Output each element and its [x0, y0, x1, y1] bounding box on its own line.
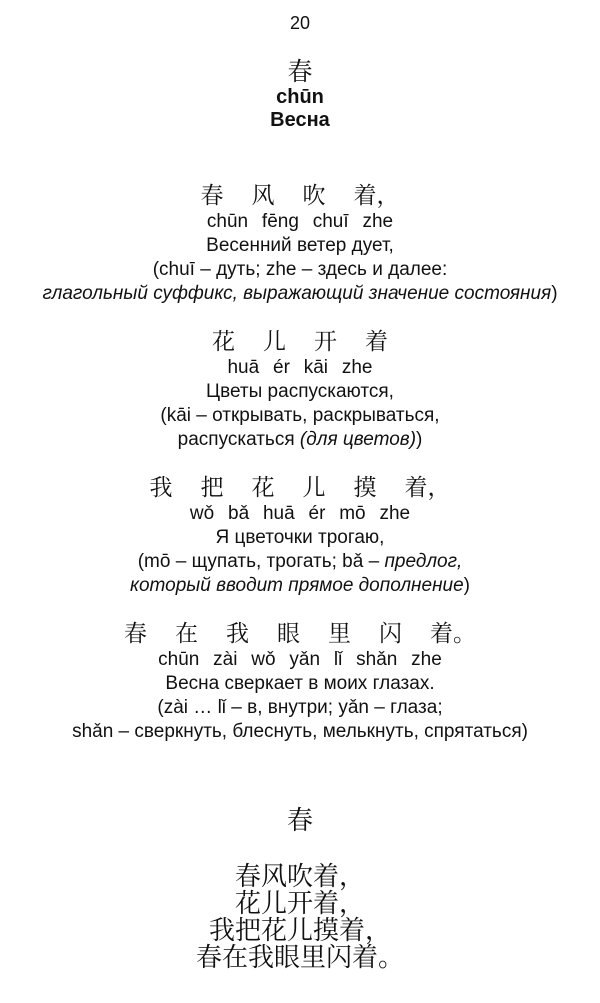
stanza-hanzi: 春 风 吹 着， [200, 183, 400, 209]
full-poem-title-hanzi: 春 [286, 806, 313, 836]
stanza-4 [0, 620, 600, 744]
stanza-note-line: глагольный суффикс, выражающий значение состояния) [42, 283, 558, 304]
stanza-translation: Цветы распускаются, [206, 381, 394, 402]
stanza-pinyin: chūn fēng chuī zhe [206, 211, 394, 232]
page-number: 20 [289, 13, 311, 33]
stanza-pinyin: chūn zài wǒ yǎn lǐ shǎn zhe [158, 649, 442, 670]
stanza-note-line: (kāi – открывать, раскрываться, [160, 405, 440, 426]
stanza-1 [0, 182, 600, 306]
stanza-hanzi: 花 儿 开 着 [211, 329, 389, 355]
stanza-note-line: shǎn – сверкнуть, блеснуть, мелькнуть, спрятаться) [72, 721, 528, 742]
stanza-pinyin: huā ér kāi zhe [227, 357, 373, 378]
stanza-translation: Весенний ветер дует, [206, 235, 394, 256]
stanza-translation: Я цветочки трогаю, [215, 527, 385, 548]
stanza-translation: Весна сверкает в моих глазах. [165, 673, 435, 694]
stanza-list [0, 182, 600, 744]
stanza-2 [0, 328, 600, 452]
stanza-hanzi: 我 把 花 儿 摸 着， [149, 475, 451, 501]
stanza-note-line: (zài … lǐ – в, внутри; yǎn – глаза; [157, 697, 443, 718]
stanza-note-line: который вводит прямое дополнение) [130, 575, 470, 596]
full-poem [0, 864, 600, 972]
stanza-pinyin: wǒ bǎ huā ér mō zhe [189, 503, 411, 524]
stanza-note-line: (chuī – дуть; zhe – здесь и далее: [152, 259, 448, 280]
stanza-note-line: распускаться (для цветов)) [177, 429, 423, 450]
poem-title-block [0, 58, 600, 132]
poem-title-translation: Весна [270, 109, 330, 131]
stanza-hanzi: 春 在 我 眼 里 闪 着。 [123, 621, 477, 647]
stanza-3 [0, 474, 600, 598]
full-poem-line: 春风吹着， [234, 862, 365, 892]
poem-title-pinyin: chūn [276, 86, 324, 108]
poem-title-hanzi: 春 [287, 57, 313, 86]
full-poem-line: 花儿开着， [234, 889, 365, 919]
full-poem-line: 春在我眼里闪着。 [195, 943, 404, 973]
stanza-note-line: (mō – щупать, трогать; bǎ – предлог, [137, 551, 463, 572]
full-poem-line: 我把花儿摸着， [208, 916, 391, 946]
